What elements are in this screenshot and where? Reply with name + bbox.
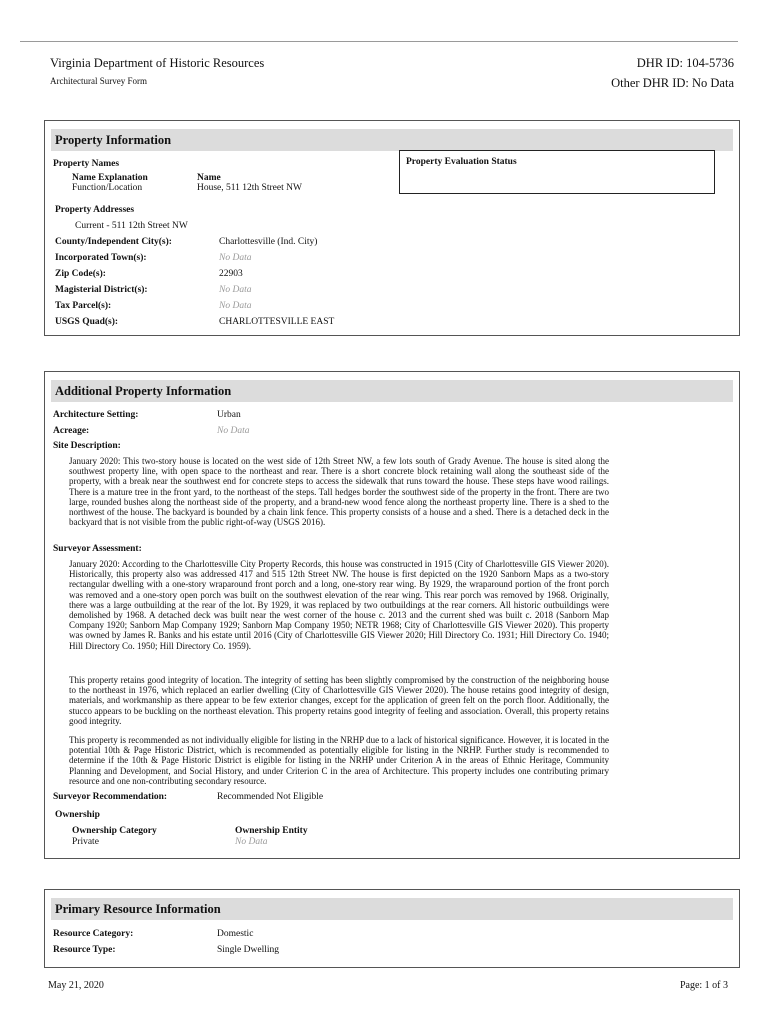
org-title: Virginia Department of Historic Resources bbox=[50, 56, 265, 70]
surveyor-recommendation-value: Recommended Not Eligible bbox=[217, 792, 324, 802]
section-title: Additional Property Information bbox=[51, 380, 733, 402]
evaluation-status-box bbox=[399, 150, 715, 194]
evaluation-status-label: Property Evaluation Status bbox=[406, 157, 517, 167]
ownership-label: Ownership bbox=[55, 810, 100, 820]
architecture-setting-label: Architecture Setting: bbox=[53, 410, 139, 420]
section-title: Primary Resource Information bbox=[51, 898, 733, 920]
name-header: Name bbox=[197, 173, 221, 183]
acreage-value: No Data bbox=[217, 426, 250, 436]
surveyor-assessment-p2: This property retains good integrity of location. The integrity of setting has been slightly compromised by the construction of the neighboring house to the northeast in 1976, which replaced an earlier dwelling (City of Charlottesville GIS Viewer 2020). The house retains good integrity of design, materials, and workmanship as there appear to be few exterior changes, except for the application of green felt on the porch floor. Additionally, the stucco appears to be buckling on the northeast elevation. This property retains good integrity of feeling and association. Overall, this property retains good integrity. bbox=[69, 675, 609, 726]
property-names-label: Property Names bbox=[53, 159, 120, 169]
page-indicator: Page: 1 of 3 bbox=[679, 980, 728, 991]
tax-parcel-label: Tax Parcel(s): bbox=[55, 301, 112, 311]
district-label: Magisterial District(s): bbox=[55, 285, 148, 295]
surveyor-recommendation-label: Surveyor Recommendation: bbox=[53, 792, 168, 802]
resource-type-value: Single Dwelling bbox=[217, 945, 280, 955]
dhr-id: DHR ID: 104-5736 bbox=[636, 56, 734, 70]
district-value: No Data bbox=[219, 285, 252, 295]
ownership-category-value: Private bbox=[72, 837, 99, 847]
name-explanation-header: Name Explanation bbox=[72, 173, 148, 183]
architecture-setting-value: Urban bbox=[217, 410, 241, 420]
section-title: Property Information bbox=[51, 129, 733, 151]
town-label: Incorporated Town(s): bbox=[55, 253, 147, 263]
ownership-entity-header: Ownership Entity bbox=[235, 826, 308, 836]
site-description-label: Site Description: bbox=[53, 441, 121, 451]
zip-value: 22903 bbox=[219, 269, 243, 279]
resource-type-label: Resource Type: bbox=[53, 945, 116, 955]
county-label: County/Independent City(s): bbox=[55, 237, 172, 247]
footer-date: May 21, 2020 bbox=[48, 980, 104, 991]
resource-category-value: Domestic bbox=[217, 929, 254, 939]
property-name-value: House, 511 12th Street NW bbox=[197, 183, 302, 193]
name-explanation-value: Function/Location bbox=[72, 183, 143, 193]
tax-parcel-value: No Data bbox=[219, 301, 252, 311]
zip-label: Zip Code(s): bbox=[55, 269, 106, 279]
surveyor-assessment-p3: This property is recommended as not individually eligible for listing in the NRHP due to a lack of historical significance. However, it is located in the potential 10th & Page Historic District, which is recommended as potentially eligible for listing in the NRHP. Further study is recommended to determine if the 10th & Page Historic District is eligible for listing in the NRHP under Criterion A in the areas of Ethnic Heritage, Community Planning and Development, and Social History, and under Criterion C in the area of Architecture. This property includes one contributing primary resource and one non-contributing secondary resource. bbox=[69, 735, 609, 786]
site-description-text: January 2020: This two-story house is located on the west side of 12th Street NW, a few lots south of Grady Avenue. The house is sited along the southwest property line, with open space to the northeast and rear. There is a short concrete block retaining wall along the southeast side of the property, with a break near the southwest end for concrete steps to access the sidewalk that runs toward the house. These steps have wood railings. There is a mature tree in the front yard, to the northeast of the steps. Tall hedges border the southwest side of the property in the front. There are two large, rounded bushes along the northeast side of the property, and a brand-new wood fence along the northeast property line. There is a shed to the northwest of the house. The backyard is bounded by a chain link fence. This property consists of a house and a shed. There is a detached deck in the backyard that is not visible from the public right-of-way (USGS 2016). bbox=[69, 456, 609, 528]
usgs-quad-label: USGS Quad(s): bbox=[55, 317, 119, 327]
resource-category-label: Resource Category: bbox=[53, 929, 134, 939]
acreage-label: Acreage: bbox=[53, 426, 90, 436]
property-addresses-label: Property Addresses bbox=[55, 205, 135, 215]
additional-information-section bbox=[44, 371, 740, 859]
surveyor-assessment-label: Surveyor Assessment: bbox=[53, 544, 142, 554]
town-value: No Data bbox=[219, 253, 252, 263]
header-rule bbox=[20, 41, 738, 42]
usgs-quad-value: CHARLOTTESVILLE EAST bbox=[219, 317, 335, 327]
surveyor-assessment-p1: January 2020: According to the Charlottesville City Property Records, this house was constructed in 1915 (City of Charlottesville GIS Viewer 2020). Historically, this property also was addressed 417 and 515 12th Street NW. The house is first depicted on the 1920 Sanborn Maps as a two-story rectangular dwelling with a one-story wraparound front porch and a long, one-story rear wing. By 1929, the wraparound portion of the front porch was removed and a one-story open porch was built on the southwest elevation of the rear wing. This rear porch was removed by 1968. Originally, there was a large outbuilding at the rear of the lot. By 1929, it was replaced by two outbuildings at the rear corners. All historic outbuildings were demolished by 1968. A detached deck was built near the west corner of the house c. 2013 and the current shed was built c. 2018 (Sanborn Map Company 1920; Sanborn Map Company 1929; Sanborn Map Company 1950; NETR 1968; City of Charlottesville GIS Viewer 2020). This property was owned by James R. Banks and his estate until 2016 (City of Charlottesville GIS Viewer 2020; Hill Directory Co. 1931; Hill Directory Co. 1940; Hill Directory Co. 1950; Hill Directory Co. 1959). bbox=[69, 559, 609, 651]
ownership-entity-value: No Data bbox=[235, 837, 268, 847]
form-name: Architectural Survey Form bbox=[50, 76, 147, 86]
county-value: Charlottesville (Ind. City) bbox=[219, 237, 318, 247]
address-current: Current - 511 12th Street NW bbox=[75, 221, 188, 231]
primary-resource-section bbox=[44, 889, 740, 968]
ownership-category-header: Ownership Category bbox=[72, 826, 157, 836]
property-information-section bbox=[44, 120, 740, 336]
other-dhr-id: Other DHR ID: No Data bbox=[611, 76, 734, 90]
